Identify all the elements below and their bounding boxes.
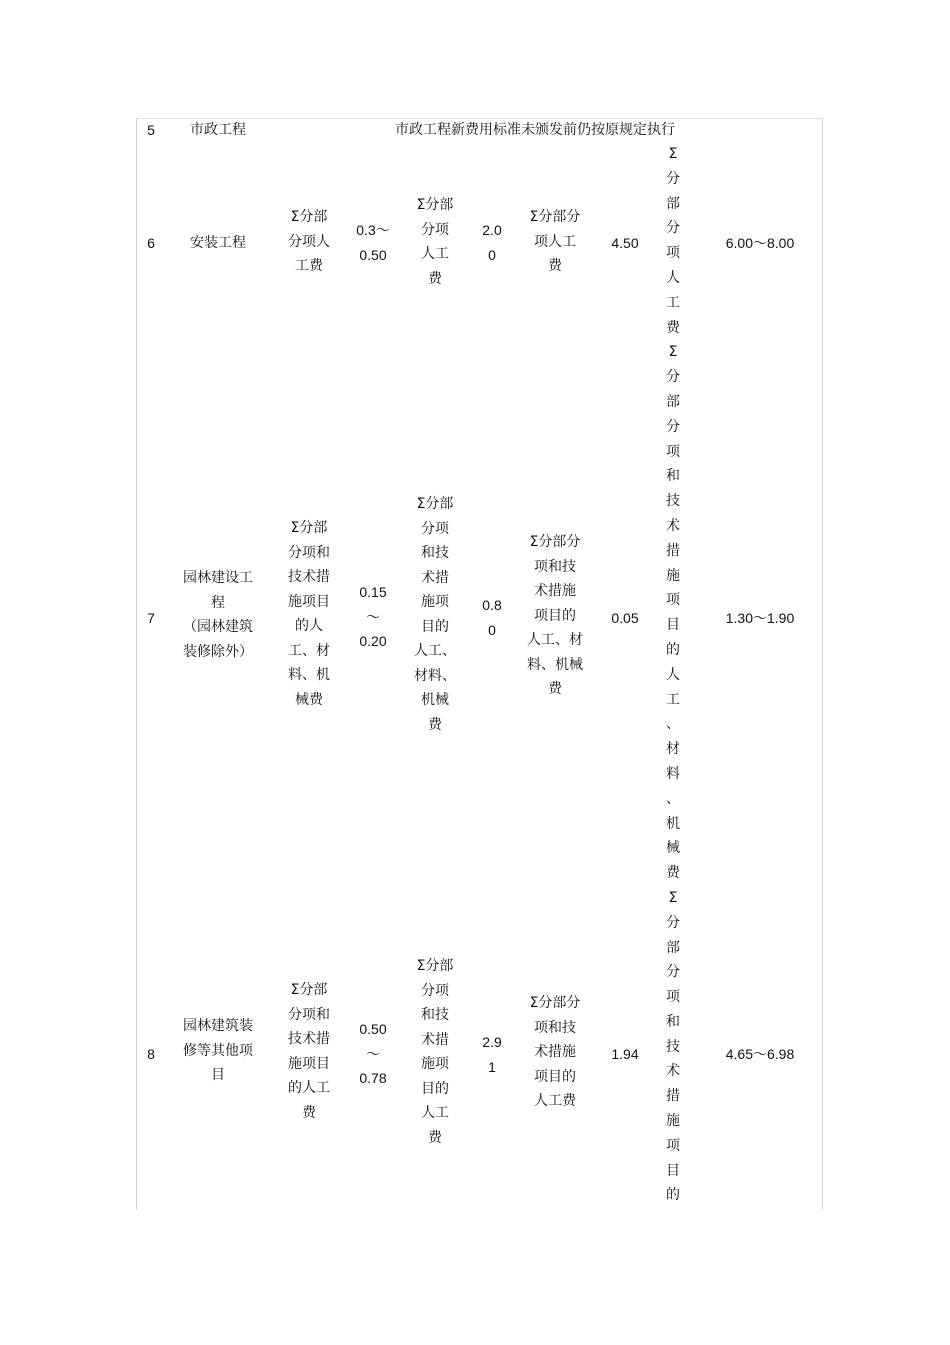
project-name: 市政工程 — [190, 122, 246, 138]
base-1: Σ分部 分项人 工费 — [288, 209, 330, 274]
project-name: 园林建筑装 修等其他项 目 — [183, 1018, 253, 1083]
base-3: Σ分部分 项和技 术措施 项目的 人工费 — [529, 995, 581, 1109]
total-rate: 4.65～6.98 — [725, 1046, 795, 1062]
rate-3: 4.50 — [611, 235, 639, 251]
base-1: Σ分部 分项和 技术措 施项目 的人 工、材 料、机 械费 — [288, 520, 330, 708]
rate-2: 2.9 1 — [482, 1034, 502, 1075]
base-2: Σ分部 分项 和技 术措 施项 目的 人工 费 — [416, 958, 454, 1146]
base-1: Σ分部 分项和 技术措 施项目 的人工 费 — [288, 982, 330, 1121]
rate-3: 0.05 — [611, 610, 639, 626]
rate-1: 0.15 ～ 0.20 — [359, 584, 387, 649]
total-rate: 1.30～1.90 — [725, 610, 795, 626]
project-name: 安装工程 — [190, 235, 246, 251]
project-name: 园林建设工 程 （园林建筑 装修除外） — [183, 570, 253, 660]
row-number: 8 — [147, 1046, 155, 1062]
total-rate: 6.00～8.00 — [725, 235, 795, 251]
row-note: 市政工程新费用标准未颁发前仍按原规定执行 — [395, 122, 675, 138]
rate-2: 2.0 0 — [482, 222, 502, 263]
base-2: Σ分部 分项 人工 费 — [416, 197, 454, 287]
base-2: Σ分部 分项 和技 术措 施项 目的 人工、 材料、 机械 费 — [414, 496, 456, 733]
rate-3: 1.94 — [611, 1046, 639, 1062]
rate-1: 0.50 ～ 0.78 — [359, 1021, 387, 1086]
rate-1: 0.3～ 0.50 — [356, 222, 390, 263]
base-vertical-column: Σ 分 部 分 项 人 工 费 Σ 分 部 分 项 和 技 术 措 施 项 目 的 人 工 、 材 料 、 机 械 费 Σ 分 部 分 项 和 技 术 措 施 项 目 的 — [666, 146, 680, 1204]
rate-2: 0.8 0 — [482, 597, 502, 638]
base-3: Σ分部分 项和技 术措施 项目的 人工、材 料、机械 费 — [527, 534, 583, 697]
row-number: 7 — [147, 610, 155, 626]
base-3: Σ分部分 项人工 费 — [529, 209, 581, 274]
row-number: 6 — [147, 235, 155, 251]
row-number: 5 — [147, 122, 155, 138]
